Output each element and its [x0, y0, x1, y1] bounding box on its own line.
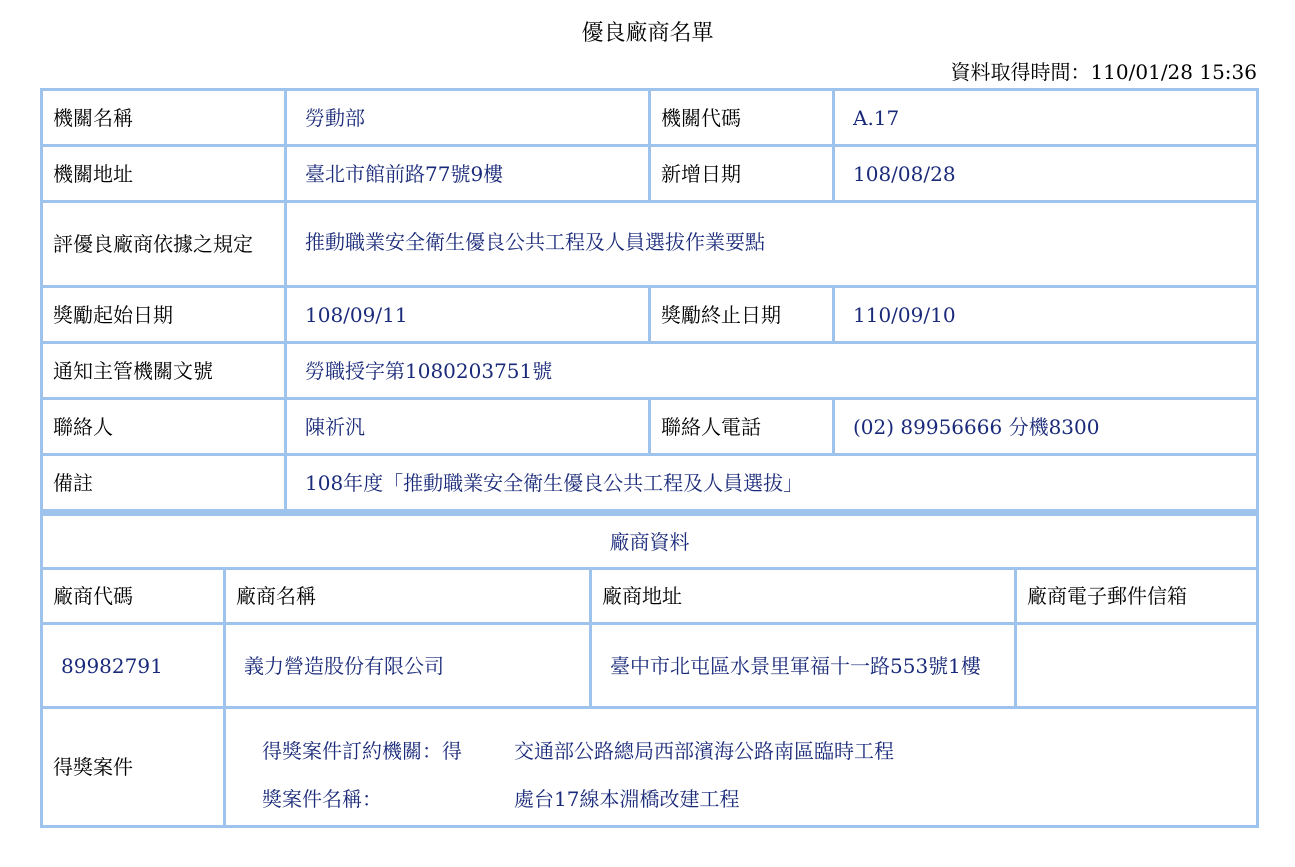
- vendor-email-value: [1017, 625, 1256, 706]
- end-date-label: 獎勵終止日期: [651, 288, 832, 341]
- award-detail: [226, 709, 1256, 825]
- vendor-name-header: 廠商名稱: [226, 570, 589, 622]
- agency-name-value: 勞動部: [287, 91, 648, 144]
- page-title: 優良廠商名單: [581, 21, 714, 46]
- added-date-value: 108/08/28: [835, 147, 1256, 200]
- case-name-label: 得獎案件名稱：: [262, 739, 462, 811]
- contact-value: 陳祈汎: [287, 400, 648, 453]
- award-field-labels: [262, 727, 467, 823]
- contract-agency-value: 交通部公路總局西部濱海公路南區臨時工程: [514, 739, 894, 763]
- agency-code-label: 機關代碼: [651, 91, 832, 144]
- vendor-address-header: 廠商地址: [592, 570, 1014, 622]
- agency-name-label: 機關名稱: [43, 91, 284, 144]
- contract-agency-label: 得獎案件訂約機關：: [262, 739, 442, 763]
- basis-value: 推動職業安全衛生優良公共工程及人員選拔作業要點: [287, 203, 1256, 285]
- agency-code-value: A.17: [835, 91, 1256, 144]
- notice-number-label: 通知主管機關文號: [43, 344, 284, 397]
- added-date-label: 新增日期: [651, 147, 832, 200]
- notice-number-value: 勞職授字第1080203751號: [287, 344, 1256, 397]
- vendor-email-header: 廠商電子郵件信箱: [1017, 570, 1256, 622]
- contact-phone-label: 聯絡人電話: [651, 400, 832, 453]
- vendor-code-header: 廠商代碼: [43, 570, 223, 622]
- end-date-value: 110/09/10: [835, 288, 1256, 341]
- award-label: 得獎案件: [43, 709, 223, 825]
- basis-label: 評優良廠商依據之規定: [43, 203, 284, 285]
- vendor-info-table: [40, 88, 1259, 828]
- vendor-address-value: 臺中市北屯區水景里軍福十一路553號1樓: [592, 625, 1014, 706]
- vendor-code-value: 89982791: [43, 625, 223, 706]
- agency-address-value: 臺北市館前路77號9樓: [287, 147, 648, 200]
- case-name-value: 處台17線本淵橋改建工程: [514, 787, 740, 811]
- vendor-section-title: 廠商資料: [43, 516, 1256, 567]
- agency-address-label: 機關地址: [43, 147, 284, 200]
- vendor-name-value: 義力營造股份有限公司: [226, 625, 589, 706]
- start-date-label: 獎勵起始日期: [43, 288, 284, 341]
- contact-label: 聯絡人: [43, 400, 284, 453]
- contact-phone-value: (02) 89956666 分機8300: [835, 400, 1256, 453]
- start-date-value: 108/09/11: [287, 288, 648, 341]
- remark-value: 108年度「推動職業安全衛生優良公共工程及人員選拔」: [287, 456, 1256, 509]
- remark-label: 備註: [43, 456, 284, 509]
- retrieval-time: 資料取得時間：110/01/28 15:36: [950, 60, 1257, 84]
